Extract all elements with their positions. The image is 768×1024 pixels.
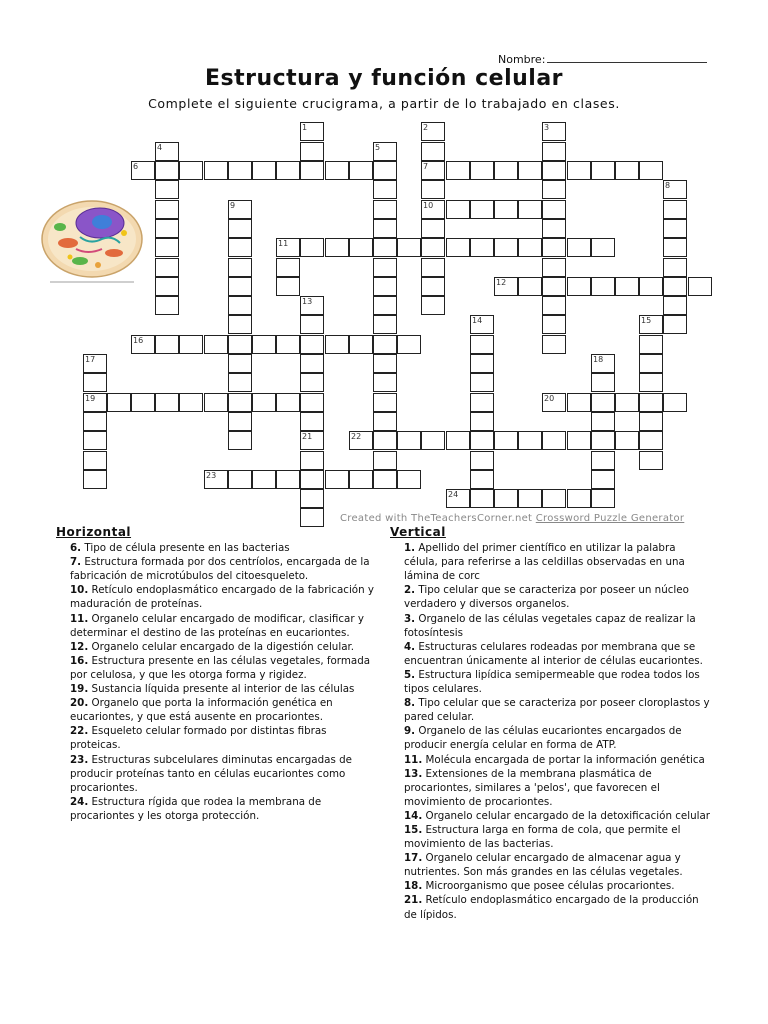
clue-item xyxy=(56,753,374,795)
crossword-cell[interactable] xyxy=(567,393,591,412)
clue-item xyxy=(56,555,374,583)
clue-item xyxy=(56,654,374,682)
crossword-cell[interactable] xyxy=(494,431,518,450)
crossword-cell[interactable] xyxy=(276,277,300,296)
crossword-cell[interactable] xyxy=(542,161,566,180)
clue-text: Tipo celular que se caracteriza por poseer un núcleo verdadero y diversos organelos. xyxy=(404,584,689,611)
crossword-cell[interactable] xyxy=(155,277,179,296)
crossword-cell[interactable] xyxy=(688,277,712,296)
crossword-cell[interactable] xyxy=(373,373,397,392)
crossword-cell[interactable] xyxy=(542,335,566,354)
clue-number: 3. xyxy=(404,612,416,625)
crossword-cell[interactable] xyxy=(252,161,276,180)
crossword-cell[interactable] xyxy=(107,393,131,412)
crossword-cell[interactable] xyxy=(470,470,494,489)
crossword-cell[interactable] xyxy=(204,393,228,412)
clue-number-label: 16 xyxy=(133,336,144,345)
clue-number-label: 23 xyxy=(206,471,217,480)
clue-item xyxy=(390,893,712,921)
clue-number: 1. xyxy=(404,542,416,555)
crossword-cell[interactable] xyxy=(228,335,252,354)
crossword-cell[interactable] xyxy=(470,335,494,354)
crossword-cell[interactable] xyxy=(542,219,566,238)
crossword-cell[interactable] xyxy=(155,180,179,199)
crossword-cell[interactable] xyxy=(470,393,494,412)
crossword-cell[interactable] xyxy=(470,238,494,257)
crossword-cell[interactable] xyxy=(591,489,615,508)
crossword-cell[interactable] xyxy=(518,161,542,180)
crossword-cell[interactable] xyxy=(663,258,687,277)
crossword-cell[interactable] xyxy=(155,296,179,315)
crossword-cell[interactable] xyxy=(83,412,107,431)
clue-number-label: 22 xyxy=(351,432,362,441)
clue-item xyxy=(56,795,374,823)
clue-number-label: 10 xyxy=(423,201,434,210)
clue-number-label: 1 xyxy=(302,123,308,132)
clue-text: Tipo de célula presente en las bacterias xyxy=(84,542,290,555)
crossword-cell[interactable] xyxy=(446,238,470,257)
name-label: Nombre: xyxy=(498,53,546,66)
clue-text: Organelo celular encargado de la digestión celular. xyxy=(91,640,355,653)
clue-item xyxy=(390,823,712,851)
clue-number: 18. xyxy=(404,880,423,893)
crossword-cell[interactable] xyxy=(542,315,566,334)
crossword-cell[interactable] xyxy=(591,277,615,296)
crossword-cell[interactable] xyxy=(494,489,518,508)
horizontal-clues xyxy=(56,525,374,823)
clue-number-label: 2 xyxy=(423,123,429,132)
clue-text: Organelo celular encargado de la detoxificación celular xyxy=(425,809,711,822)
clue-number: 11. xyxy=(70,612,89,625)
clue-number: 15. xyxy=(404,823,423,836)
crossword-cell[interactable] xyxy=(300,354,324,373)
clue-number-label: 9 xyxy=(230,201,236,210)
clue-number: 2. xyxy=(404,584,416,597)
crossword-cell[interactable] xyxy=(228,470,252,489)
clue-number: 8. xyxy=(404,697,416,710)
crossword-cell[interactable] xyxy=(518,431,542,450)
crossword-cell[interactable] xyxy=(252,470,276,489)
crossword-cell[interactable] xyxy=(567,161,591,180)
crossword-cell[interactable] xyxy=(421,296,445,315)
crossword-cell[interactable] xyxy=(397,238,421,257)
vertical-heading: Vertical xyxy=(390,525,446,539)
crossword-cell[interactable] xyxy=(373,470,397,489)
crossword-cell[interactable] xyxy=(567,238,591,257)
crossword-cell[interactable] xyxy=(300,412,324,431)
clue-item xyxy=(56,640,374,654)
clue-number-label: 5 xyxy=(375,143,381,152)
crossword-cell[interactable] xyxy=(421,219,445,238)
crossword-cell[interactable] xyxy=(155,219,179,238)
clue-number-label: 6 xyxy=(133,162,139,171)
clue-text: Retículo endoplasmático encargado de la fabricación y maduración de proteínas. xyxy=(70,584,374,611)
crossword-cell[interactable] xyxy=(470,354,494,373)
crossword-cell[interactable] xyxy=(494,200,518,219)
clue-item xyxy=(56,583,374,611)
page-title: Estructura y función celular xyxy=(204,66,564,91)
clue-item xyxy=(390,851,712,879)
crossword-cell[interactable] xyxy=(83,470,107,489)
crossword-cell[interactable] xyxy=(567,277,591,296)
clue-number-label: 11 xyxy=(278,239,289,248)
crossword-cell[interactable] xyxy=(542,200,566,219)
clue-number: 23. xyxy=(70,753,89,766)
crossword-cell[interactable] xyxy=(252,335,276,354)
crossword-cell[interactable] xyxy=(591,373,615,392)
clue-item xyxy=(390,612,712,640)
horizontal-heading: Horizontal xyxy=(56,525,132,539)
clue-number-label: 17 xyxy=(85,355,96,364)
crossword-cell[interactable] xyxy=(300,451,324,470)
crossword-cell[interactable] xyxy=(300,393,324,412)
clue-item xyxy=(390,541,712,583)
crossword-cell[interactable] xyxy=(542,489,566,508)
clue-number: 24. xyxy=(70,795,89,808)
crossword-cell[interactable] xyxy=(567,489,591,508)
crossword-cell[interactable] xyxy=(228,373,252,392)
crossword-cell[interactable] xyxy=(131,393,155,412)
crossword-cell[interactable] xyxy=(639,451,663,470)
crossword-cell[interactable] xyxy=(615,277,639,296)
crossword-cell[interactable] xyxy=(639,373,663,392)
clue-item xyxy=(390,809,712,823)
crossword-cell[interactable] xyxy=(542,180,566,199)
crossword-cell[interactable] xyxy=(204,161,228,180)
crossword-cell[interactable] xyxy=(373,315,397,334)
crossword-cell[interactable] xyxy=(542,238,566,257)
clue-number: 10. xyxy=(70,584,89,597)
crossword-cell[interactable] xyxy=(155,393,179,412)
clue-number-label: 8 xyxy=(665,181,671,190)
crossword-cell[interactable] xyxy=(276,258,300,277)
clue-text: Estructura lipídica semipermeable que rodea todos los tipos celulares. xyxy=(404,668,700,696)
crossword-cell[interactable] xyxy=(446,431,470,450)
crossword-cell[interactable] xyxy=(421,238,445,257)
clue-item xyxy=(56,541,374,555)
crossword-cell[interactable] xyxy=(542,258,566,277)
crossword-cell[interactable] xyxy=(639,431,663,450)
crossword-cell[interactable] xyxy=(155,200,179,219)
crossword-cell[interactable] xyxy=(663,277,687,296)
clue-item xyxy=(390,879,712,893)
crossword-cell[interactable] xyxy=(276,335,300,354)
clue-item xyxy=(390,668,712,696)
clue-number: 5. xyxy=(404,668,416,681)
crossword-cell[interactable] xyxy=(373,161,397,180)
crossword-cell[interactable] xyxy=(639,412,663,431)
crossword-cell[interactable] xyxy=(639,335,663,354)
crossword-cell[interactable] xyxy=(228,296,252,315)
crossword-cell[interactable] xyxy=(615,393,639,412)
credit-line xyxy=(340,513,684,524)
crossword-cell[interactable] xyxy=(446,200,470,219)
clue-number-label: 24 xyxy=(448,490,459,499)
crossword-cell[interactable] xyxy=(639,393,663,412)
clue-number-label: 13 xyxy=(302,297,313,306)
crossword-cell[interactable] xyxy=(663,315,687,334)
clue-number: 13. xyxy=(404,767,423,780)
clue-text: Tipo celular que se caracteriza por poseer cloroplastos y pared celular. xyxy=(404,697,710,724)
crossword-cell[interactable] xyxy=(276,161,300,180)
crossword-cell[interactable] xyxy=(228,315,252,334)
crossword-cell[interactable] xyxy=(397,335,421,354)
crossword-cell[interactable] xyxy=(542,142,566,161)
crossword-cell[interactable] xyxy=(567,431,591,450)
clue-text: Molécula encargada de portar la información genética xyxy=(425,753,705,766)
crossword-cell[interactable] xyxy=(349,335,373,354)
crossword-cell[interactable] xyxy=(228,354,252,373)
crossword-cell[interactable] xyxy=(542,431,566,450)
clue-number-label: 15 xyxy=(641,316,652,325)
crossword-cell[interactable] xyxy=(325,335,349,354)
crossword-cell[interactable] xyxy=(470,200,494,219)
crossword-cell[interactable] xyxy=(228,412,252,431)
crossword-cell[interactable] xyxy=(518,277,542,296)
clue-text: Estructuras subcelulares diminutas encargadas de producir proteínas tanto en células eucariontes como procariontes. xyxy=(70,753,352,794)
clue-number-label: 4 xyxy=(157,143,163,152)
crossword-cell[interactable] xyxy=(228,238,252,257)
clue-text: Retículo endoplasmático encargado de la producción de lípidos. xyxy=(404,894,699,921)
crossword-cell[interactable] xyxy=(300,315,324,334)
crossword-cell[interactable] xyxy=(373,277,397,296)
clue-number: 22. xyxy=(70,725,89,738)
crossword-cell[interactable] xyxy=(83,431,107,450)
clue-text: Apellido del primer científico en utilizar la palabra célula, para referirse a las celdillas observadas en una lámina de corc xyxy=(404,542,685,583)
crossword-cell[interactable] xyxy=(276,393,300,412)
clue-item xyxy=(390,640,712,668)
crossword-cell[interactable] xyxy=(373,238,397,257)
crossword-cell[interactable] xyxy=(421,142,445,161)
crossword-cell[interactable] xyxy=(228,431,252,450)
clue-number-label: 19 xyxy=(85,394,96,403)
clue-number: 16. xyxy=(70,654,89,667)
crossword-cell[interactable] xyxy=(663,200,687,219)
clue-text: Extensiones de la membrana plasmática de procariontes, similares a 'pelos', que favorecen el movimiento de procariontes. xyxy=(404,767,660,808)
vertical-clues xyxy=(390,525,712,922)
clue-number-label: 21 xyxy=(302,432,313,441)
clue-text: Estructura formada por dos centríolos, encargada de la fabricación de microtúbulos del citoesqueleto. xyxy=(70,556,370,583)
crossword-cell[interactable] xyxy=(470,451,494,470)
crossword-cell[interactable] xyxy=(470,412,494,431)
clue-text: Organelo de las células eucariontes encargados de producir energía celular en forma de ATP. xyxy=(404,725,682,752)
clue-number-label: 3 xyxy=(544,123,550,132)
crossword-cell[interactable] xyxy=(325,161,349,180)
crossword-cell[interactable] xyxy=(83,451,107,470)
crossword-cell[interactable] xyxy=(591,431,615,450)
crossword-cell[interactable] xyxy=(325,470,349,489)
crossword-cell[interactable] xyxy=(300,470,324,489)
clue-item xyxy=(390,724,712,752)
clue-item xyxy=(390,767,712,809)
clue-item xyxy=(390,753,712,767)
crossword-cell[interactable] xyxy=(421,258,445,277)
crossword-cell[interactable] xyxy=(373,431,397,450)
crossword-cell[interactable] xyxy=(591,393,615,412)
clue-number: 9. xyxy=(404,725,416,738)
crossword-cell[interactable] xyxy=(349,470,373,489)
crossword-cell[interactable] xyxy=(276,470,300,489)
crossword-cell[interactable] xyxy=(228,219,252,238)
crossword-cell[interactable] xyxy=(446,161,470,180)
clue-item xyxy=(56,696,374,724)
crossword-cell[interactable] xyxy=(615,161,639,180)
crossword-cell[interactable] xyxy=(615,431,639,450)
clue-item xyxy=(56,612,374,640)
crossword-cell[interactable] xyxy=(663,393,687,412)
clue-number: 12. xyxy=(70,640,89,653)
crossword-cell[interactable] xyxy=(373,258,397,277)
crossword-cell[interactable] xyxy=(663,296,687,315)
crossword-cell[interactable] xyxy=(639,161,663,180)
crossword-cell[interactable] xyxy=(349,238,373,257)
crossword-cell[interactable] xyxy=(591,451,615,470)
crossword-cell[interactable] xyxy=(494,238,518,257)
crossword-cell[interactable] xyxy=(663,238,687,257)
clue-number: 7. xyxy=(70,556,82,569)
clue-number: 21. xyxy=(404,894,423,907)
crossword-cell[interactable] xyxy=(542,296,566,315)
crossword-cell[interactable] xyxy=(155,238,179,257)
clue-item xyxy=(56,682,374,696)
crossword-cell[interactable] xyxy=(421,180,445,199)
clue-text: Organelo celular encargado de almacenar agua y nutrientes. Son más grandes en las células vegetales. xyxy=(404,852,683,879)
crossword-cell[interactable] xyxy=(591,470,615,489)
crossword-cell[interactable] xyxy=(591,412,615,431)
crossword-cell[interactable] xyxy=(373,200,397,219)
crossword-cell[interactable] xyxy=(373,354,397,373)
crossword-cell[interactable] xyxy=(349,161,373,180)
crossword-cell[interactable] xyxy=(300,373,324,392)
crossword-cell[interactable] xyxy=(470,373,494,392)
crossword-cell[interactable] xyxy=(373,296,397,315)
crossword-cell[interactable] xyxy=(83,373,107,392)
crossword-cell[interactable] xyxy=(470,161,494,180)
clue-text: Estructura rígida que rodea la membrana de procariontes y les otorga protección. xyxy=(70,795,322,822)
credit-link[interactable]: Crossword Puzzle Generator xyxy=(535,513,685,524)
clue-text: Organelo que porta la información genética en eucariontes, y que está ausente en procariontes. xyxy=(70,697,333,724)
crossword-cell[interactable] xyxy=(155,335,179,354)
crossword-cell[interactable] xyxy=(300,335,324,354)
crossword-cell[interactable] xyxy=(373,393,397,412)
crossword-cell[interactable] xyxy=(663,219,687,238)
crossword-cell[interactable] xyxy=(179,335,203,354)
clue-number-label: 20 xyxy=(544,394,555,403)
crossword-cell[interactable] xyxy=(373,180,397,199)
crossword-cell[interactable] xyxy=(179,161,203,180)
crossword-cell[interactable] xyxy=(518,489,542,508)
crossword-cell[interactable] xyxy=(494,161,518,180)
clue-number-label: 14 xyxy=(472,316,483,325)
clue-number: 17. xyxy=(404,852,423,865)
crossword-cell[interactable] xyxy=(204,335,228,354)
clue-number: 11. xyxy=(404,753,423,766)
crossword-cell[interactable] xyxy=(228,393,252,412)
crossword-cell[interactable] xyxy=(518,200,542,219)
crossword-cell[interactable] xyxy=(155,161,179,180)
clue-text: Sustancia líquida presente al interior de las células xyxy=(91,683,355,696)
clue-text: Esqueleto celular formado por distintas fibras proteicas. xyxy=(70,725,327,752)
crossword-cell[interactable] xyxy=(639,354,663,373)
crossword-cell[interactable] xyxy=(421,431,445,450)
page-subtitle: Complete el siguiente crucigrama, a partir de lo trabajado en clases. xyxy=(148,96,620,111)
crossword-cell[interactable] xyxy=(397,470,421,489)
crossword-cell[interactable] xyxy=(373,219,397,238)
crossword-cell[interactable] xyxy=(228,258,252,277)
clue-item xyxy=(56,724,374,752)
crossword-cell[interactable] xyxy=(300,142,324,161)
crossword-cell[interactable] xyxy=(518,238,542,257)
crossword-cell[interactable] xyxy=(325,238,349,257)
crossword-cell[interactable] xyxy=(228,161,252,180)
clue-number-label: 7 xyxy=(423,162,429,171)
crossword-cell[interactable] xyxy=(591,238,615,257)
crossword-cell[interactable] xyxy=(252,393,276,412)
crossword-cell[interactable] xyxy=(300,238,324,257)
crossword-cell[interactable] xyxy=(591,161,615,180)
clue-number: 14. xyxy=(404,809,423,822)
clue-number: 6. xyxy=(70,542,82,555)
clue-text: Estructura larga en forma de cola, que permite el movimiento de las bacterias. xyxy=(404,823,681,851)
crossword-cell[interactable] xyxy=(300,489,324,508)
crossword-cell[interactable] xyxy=(639,277,663,296)
crossword-cell[interactable] xyxy=(300,161,324,180)
clue-text: Estructura presente en las células vegetales, formada por celulosa, y que les otorga forma y rigidez. xyxy=(70,654,371,681)
crossword-cell[interactable] xyxy=(155,258,179,277)
clue-text: Estructuras celulares rodeadas por membrana que se encuentran únicamente al interior de células eucariontes. xyxy=(404,640,703,667)
clue-item xyxy=(390,583,712,611)
clue-text: Microorganismo que posee células procariontes. xyxy=(425,880,675,893)
clue-number-label: 18 xyxy=(593,355,604,364)
crossword-cell[interactable] xyxy=(470,431,494,450)
crossword-cell[interactable] xyxy=(228,277,252,296)
crossword-cell[interactable] xyxy=(470,489,494,508)
crossword-cell[interactable] xyxy=(373,412,397,431)
crossword-cell[interactable] xyxy=(179,393,203,412)
clue-text: Organelo de las células vegetales capaz de realizar la fotosíntesis xyxy=(404,612,696,639)
clue-number-label: 12 xyxy=(496,278,507,287)
crossword-cell[interactable] xyxy=(373,451,397,470)
crossword-cell[interactable] xyxy=(397,431,421,450)
crossword-cell[interactable] xyxy=(421,277,445,296)
clue-item xyxy=(390,696,712,724)
clue-number: 20. xyxy=(70,697,89,710)
clue-number: 4. xyxy=(404,640,416,653)
crossword-cell[interactable] xyxy=(373,335,397,354)
crossword-cell[interactable] xyxy=(542,277,566,296)
credit-text: Created with TheTeachersCorner.net xyxy=(340,513,533,524)
clue-text: Organelo celular encargado de modificar, clasificar y determinar el destino de las proteínas en eucariontes. xyxy=(70,612,364,639)
clue-number: 19. xyxy=(70,683,89,696)
